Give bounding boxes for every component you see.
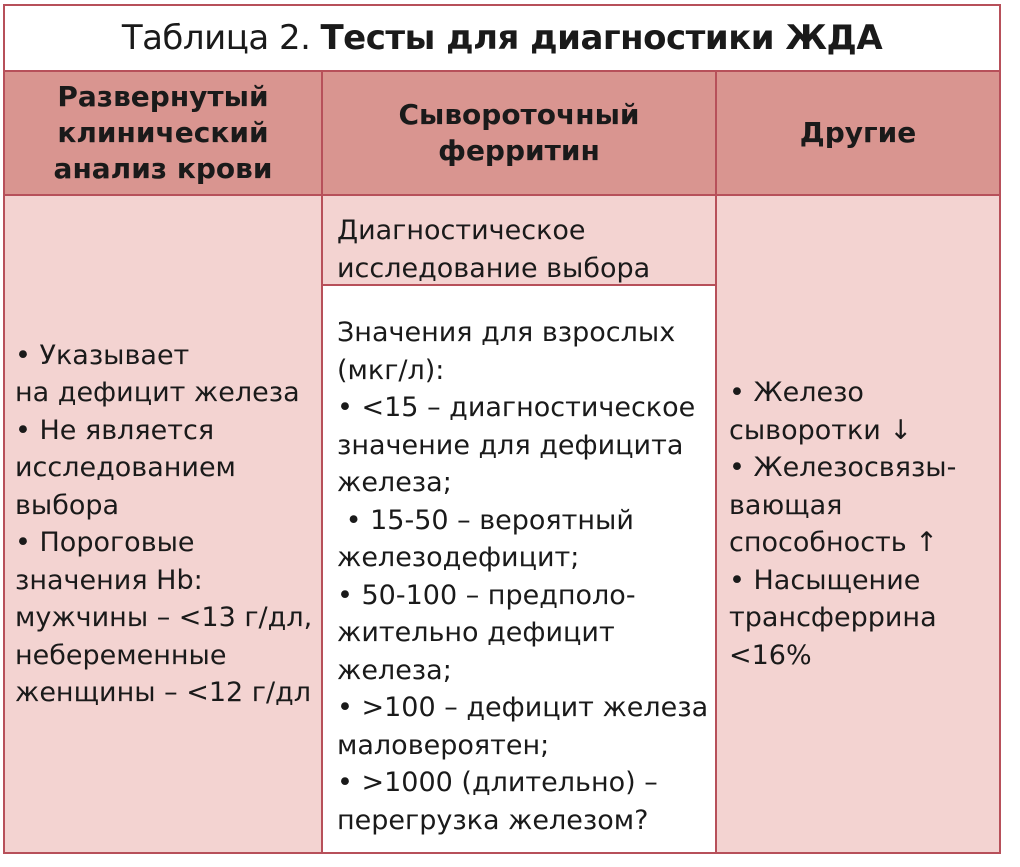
ferritin-line: (мкг/л): [337, 354, 445, 386]
other-text [729, 374, 956, 674]
ferritin-line: железодефицит; [337, 542, 580, 573]
cbc-line: на дефицит железа [15, 377, 300, 408]
ferritin-line: железа; [337, 467, 452, 498]
header-cbc-line: анализ крови [53, 152, 273, 185]
header-cbc [5, 72, 323, 196]
other-line: • Железо [729, 377, 864, 408]
ferritin-values-cell [323, 286, 717, 852]
ferritin-line: маловероятен; [337, 729, 550, 761]
header-ferritin-line: ферритин [438, 134, 600, 167]
cbc-cell [5, 196, 323, 852]
header-other [717, 72, 999, 196]
header-other-line: Другие [799, 116, 917, 149]
ferritin-choice-cell [323, 196, 717, 286]
table-title-main: Тесты для диагностики ЖДА [320, 18, 883, 58]
other-line: сыворотки ↓ [729, 414, 913, 446]
header-cbc-line: клинический [57, 116, 269, 149]
ferritin-line: • 15-50 – вероятный [337, 504, 634, 536]
cbc-line: небеременные [15, 639, 227, 671]
ferritin-line: • >100 – дефицит железа [337, 692, 709, 723]
cbc-line: мужчины – <13 г/дл, [15, 602, 313, 633]
cbc-line: • Указывает [15, 339, 190, 371]
other-line: <16% [729, 639, 812, 671]
ferritin-line: • >1000 (длительно) – [337, 767, 658, 798]
other-line: трансферрина [729, 602, 937, 633]
ferritin-line: перегрузка железом? [337, 804, 649, 836]
ferritin-line: • <15 – диагностическое [337, 392, 696, 423]
header-cbc-line: Развернутый [57, 80, 269, 113]
header-ferritin [323, 72, 717, 196]
diagnostics-table [3, 4, 1001, 854]
other-line: вающая [729, 489, 843, 521]
ferritin-line: жительно дефицит [337, 617, 615, 648]
cbc-line: женщины – <12 г/дл [15, 677, 311, 708]
cbc-line: значения Hb: [15, 564, 203, 596]
ferritin-choice-line: исследование выбора [337, 253, 651, 284]
cbc-line: исследованием [15, 452, 236, 483]
cbc-line: • Пороговые [15, 527, 195, 558]
cbc-text [15, 337, 312, 712]
ferritin-line: • 50-100 – предполо- [337, 579, 636, 611]
cbc-line: выбора [15, 489, 120, 521]
ferritin-line: железа; [337, 654, 452, 686]
table-title-prefix: Таблица 2. [121, 18, 311, 58]
ferritin-line: значение для дефицита [337, 429, 684, 461]
other-line: способность ↑ [729, 527, 938, 558]
table-title [5, 6, 999, 72]
ferritin-choice-line: Диагностическое [337, 215, 586, 246]
other-line: • Насыщение [729, 564, 921, 596]
ferritin-line: Значения для взрослых [337, 317, 676, 348]
other-line: • Железосвязы- [729, 452, 957, 483]
header-ferritin-line: Сывороточный [398, 98, 640, 131]
cbc-line: • Не является [15, 414, 215, 446]
other-cell [717, 196, 999, 852]
